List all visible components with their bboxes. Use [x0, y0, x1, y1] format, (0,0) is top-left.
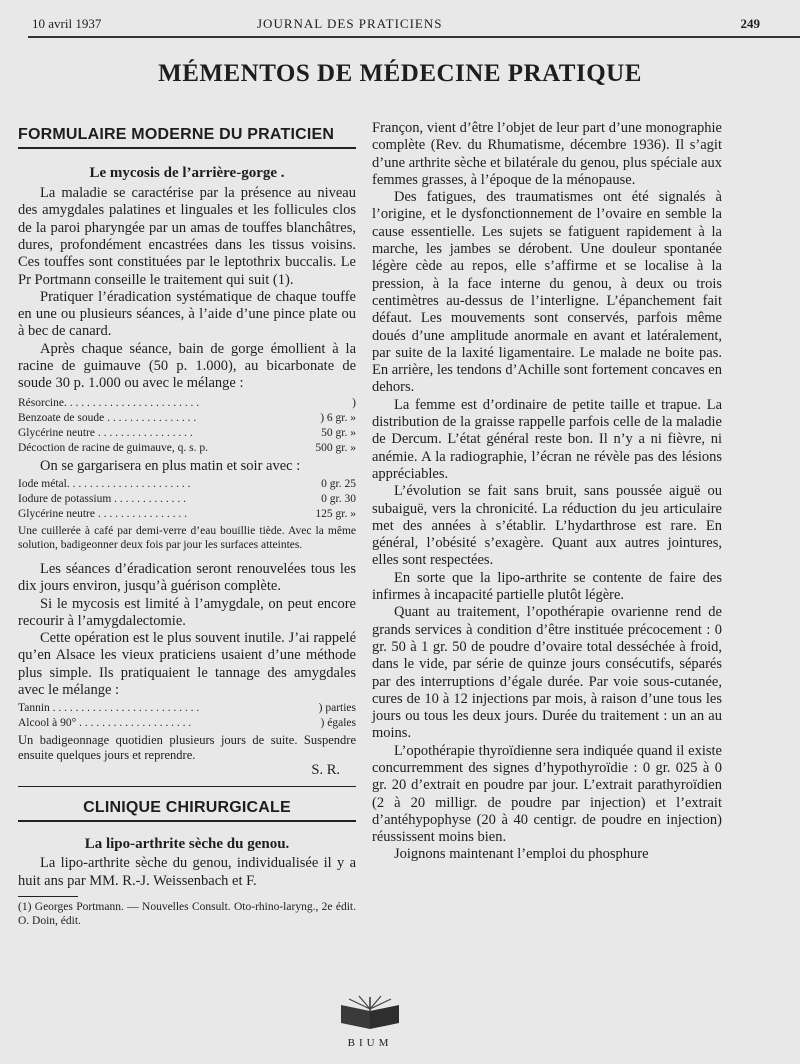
instruction-note: Un badigeonnage quotidien plusieurs jours de suite. Suspendre ensuite quelques jours et reprendre. — [18, 733, 356, 762]
prescription-row: Décoction de racine de guimauve, q. s. p. 500 gr. » — [18, 441, 356, 454]
article-title-mycosis: Le mycosis de l’arrière-gorge . — [89, 164, 285, 181]
bium-logo — [330, 995, 410, 1049]
paragraph: Françon, vient d’être l’objet de leur part d’une monographie complète (Rev. du Rhumatisme, décembre 1936). Il s’agit d’une arthrite sèche et bilatérale du genou, plus spéciale aux femmes grasses, à l’époque de la ménopause. — [372, 120, 722, 188]
section-title-clinique: CLINIQUE CHIRURGICALE — [83, 799, 291, 817]
prescription-iodine — [18, 477, 356, 522]
prescription-row: Glycérine neutre . . . . . . . . . . . . . . . . 125 gr. » — [18, 507, 356, 520]
header-rule — [28, 36, 800, 38]
prescription-row: Tannin . . . . . . . . . . . . . . . . . . . . . . . . . . ) parties — [18, 702, 356, 715]
footnote: (1) Georges Portmann. — Nouvelles Consult. Oto-rhino-laryng., 2e édit. O. Doin, édit. — [18, 900, 356, 927]
prescription-row: Alcool à 90° . . . . . . . . . . . . . . . . . . . . ) égales — [18, 717, 356, 730]
journal-name: JOURNAL DES PRATICIENS — [257, 16, 443, 31]
paragraph: Cette opération est le plus souvent inutile. J’ai rappelé qu’en Alsace les vieux praticiens usaient d’une méthode plus simple. Ils pratiquaient le tannage des amygdales avec le mélange : — [18, 630, 356, 699]
section-rule — [18, 820, 356, 822]
paragraph: Pratiquer l’éradication systématique de chaque touffe en une ou plusieurs séances, à l’aide d’une pince plate ou à bec de canard. — [18, 288, 356, 340]
prescription-row: Iodure de potassium . . . . . . . . . . . . . 0 gr. 30 — [18, 492, 356, 505]
left-column — [18, 120, 356, 928]
page-number: 249 — [740, 16, 760, 31]
paragraph: La femme est d’ordinaire de petite taille et trapue. La distribution de la graisse rappelle parfois celle de la maladie de Dercum. L’état général reste bon. Il n’y a ni fièvre, ni anémie. A la radiographie, l’écran ne révèle pas des lésions appréciables. — [372, 396, 722, 482]
footnote-rule — [18, 896, 78, 897]
section-title-formulaire: FORMULAIRE MODERNE DU PRATICIEN — [18, 126, 335, 143]
book-emblem-icon — [335, 995, 405, 1031]
issue-date: 10 avril 1937 — [32, 16, 102, 31]
paragraph: Les séances d’éradication seront renouvelées tous les dix jours environ, jusqu’à guérison complète. — [18, 560, 356, 595]
right-column — [372, 120, 722, 864]
paragraph: En sorte que la lipo-arthrite se contente de faire des infirmes à incapacité partielle plutôt légère. — [372, 569, 722, 604]
article-title-lipo-arthrite: La lipo-arthrite sèche du genou. — [84, 835, 290, 852]
section-rule — [18, 147, 356, 149]
prescription-row: Iode métal. . . . . . . . . . . . . . . . . . . . . . 0 gr. 25 — [18, 477, 356, 490]
paragraph: Quant au traitement, l’opothérapie ovarienne rend de grands services à condition d’être instituée précocement : 0 gr. 50 à 1 gr. 50 de poudre d’ovaire total desséchée à froid, dans le vide, par série de quinze jours consécutifs, séparés par des interruptions d’égale durée. Par voie sous-cutanée, cures de 10 à 12 injections par mois, à raison d’une tous les jours ou tous les deux jours. Durée du traitement : un an au moins. — [372, 604, 722, 742]
paragraph: Joignons maintenant l’emploi du phosphure — [394, 846, 649, 863]
paragraph: L’opothérapie thyroïdienne sera indiquée quand il existe concurremment des signes d’hypothyroïdie : 0 gr. 025 à 0 gr. 20 d’extrait en poudre par jour. L’extrait parathyroïdien (2 à 20 milligr. de poudre par injection) et l’extrait d’antéhypophyse (20 à 40 centigr. de poudre en injection) réussissent moins bien. — [372, 742, 722, 846]
running-header — [32, 14, 760, 34]
logo-text: BIUM — [347, 1037, 393, 1049]
paragraph: La maladie se caractérise par la présence au niveau des amygdales palatines et linguales et les follicules clos de la paroi pharyngée par un amas de touffes blanchâtres, dures, profondément encastrées dans les tissus voisins. Ces touffes sont constituées par le leptothrix buccalis. Le Pr Portmann conseille le traitement qui suit (1). — [18, 185, 356, 288]
paragraph: L’évolution se fait sans bruit, sans poussée aiguë ou subaiguë, vers la chronicité. La réduction du jeu articulaire met des années à s’établir. L’hydarthrose est rare. En général, l’obésité s’exagère. Quant aux autres jointures, elles sont respectées. — [372, 483, 722, 569]
prescription-gargle — [18, 396, 356, 456]
paragraph: La lipo-arthrite sèche du genou, individualisée il y a huit ans par MM. R.-J. Weissenbach et F. — [18, 855, 356, 889]
section-rule — [18, 786, 356, 788]
paragraph: Des fatigues, des traumatismes ont été signalés à l’origine, et le dysfonctionnement de l’ovaire en semble la cause essentielle. Les sujets se fatiguent rapidement à la marche, les jambes se dérobent. Une douleur spontanée légère cède au repos, elle s’affirme et se localise à la pression, à la face interne du genou, à deux ou trois centimètres au-dessus de l’interligne. L’épanchement fait défaut. Les mouvements sont conservés, parfois même doués d’une amplitude anormale en avant et latéralement, par suite de la laxité ligamentaire. Le malade ne boite pas. En arrière, les tendons d’Achille sont fortement concaves en dehors. — [372, 189, 722, 396]
main-title: MÉMENTOS DE MÉDECINE PRATIQUE — [158, 60, 642, 87]
prescription-tannin — [18, 701, 356, 731]
paragraph: On se gargarisera en plus matin et soir avec : — [40, 457, 301, 474]
author-signature: S. R. — [311, 762, 340, 779]
paragraph: Après chaque séance, bain de gorge émollient à la racine de guimauve (50 p. 1.000), au bicarbonate de soude 30 p. 1.000 ou avec le mélange : — [18, 340, 356, 392]
prescription-row: Glycérine neutre . . . . . . . . . . . . . . . . . 50 gr. » — [18, 426, 356, 439]
paragraph: Si le mycosis est limité à l’amygdale, on peut encore recourir à l’amygdalectomie. — [18, 595, 356, 629]
prescription-row: Résorcine. . . . . . . . . . . . . . . . . . . . . . . . ) — [18, 396, 356, 409]
prescription-row: Benzoate de soude . . . . . . . . . . . . . . . . ) 6 gr. » — [18, 411, 356, 424]
instruction-note: Une cuillerée à café par demi-verre d’eau bouillie tiède. Avec la même solution, badigeonner deux fois par jour les surfaces atteintes. — [18, 524, 356, 552]
